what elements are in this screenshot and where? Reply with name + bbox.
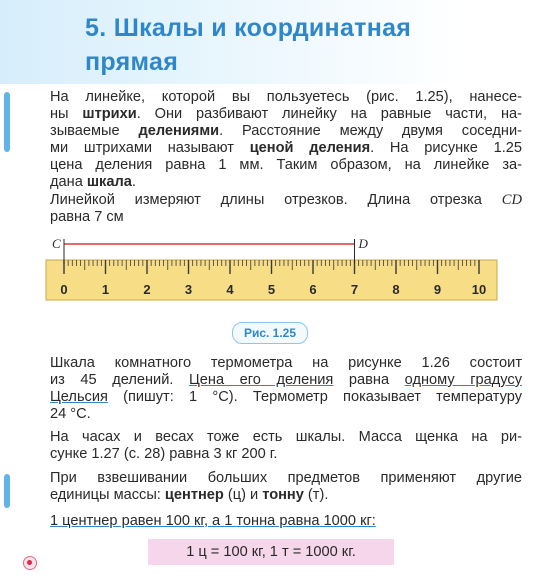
text-run: Шкала комнатного термометра на рисунке 1.26 состоит xyxy=(50,355,522,371)
text-run: равна xyxy=(333,372,405,388)
text-line xyxy=(50,389,522,406)
rule-statement xyxy=(50,513,376,529)
section-title-line1 xyxy=(85,14,411,43)
text-run: 24 °С. xyxy=(50,406,91,422)
paragraph-mass-units xyxy=(50,470,522,504)
figure-caption: Рис. 1.25 xyxy=(232,322,308,344)
ruler-tick-label: 10 xyxy=(471,282,487,297)
text-line xyxy=(50,429,522,446)
text-line xyxy=(50,123,522,140)
text-run: ми штрихами называют xyxy=(50,140,250,156)
ruler-tick-label: 4 xyxy=(226,282,234,297)
text-line xyxy=(50,192,522,209)
text-line xyxy=(50,446,522,463)
paragraph-segment-length xyxy=(50,192,522,226)
margin-bar xyxy=(4,474,10,508)
point-label-c: C xyxy=(52,236,61,251)
ruler-tick-label: 7 xyxy=(350,282,359,297)
text-run: При взвешивании больших предметов применяют другие xyxy=(50,470,522,486)
text-run: цена деления равна 1 мм. Таким образом, на линейке за- xyxy=(50,157,522,173)
section-number: 5. xyxy=(85,14,107,42)
section-title: Шкалы и координатная xyxy=(113,14,412,42)
text-run: На линейке, которой вы пользуетесь (рис. 1.25), нанесе- xyxy=(50,89,522,105)
rule-formula: 1 ц = 100 кг, 1 т = 1000 кг. xyxy=(148,539,394,565)
text-run: из 45 делений. xyxy=(50,372,189,388)
text-run: . xyxy=(131,174,136,190)
paragraph-thermometer xyxy=(50,355,522,423)
text-line xyxy=(50,174,522,191)
ruler-figure xyxy=(44,230,504,320)
underlined-term: Цельсия xyxy=(50,389,108,405)
bold-term: ценой деления xyxy=(249,140,371,156)
ruler-tick-label: 9 xyxy=(433,282,442,297)
text-run: (ц) и xyxy=(223,487,263,503)
underlined-term: одному градусу xyxy=(404,372,523,388)
text-line xyxy=(50,209,522,226)
text-line xyxy=(50,355,522,372)
ruler-tick-label: 2 xyxy=(143,282,151,297)
ruler-tick-label: 0 xyxy=(60,282,68,297)
ruler-tick-label: 3 xyxy=(184,282,193,297)
text-run: зываемые xyxy=(50,123,139,139)
bold-term: тонну xyxy=(262,487,304,503)
margin-bar xyxy=(4,92,10,152)
italic-term: CD xyxy=(501,192,522,208)
ruler-tick-label: 5 xyxy=(267,282,276,297)
ruler-tick-label: 1 xyxy=(101,282,110,297)
text-run: (т). xyxy=(303,487,329,503)
text-run: На часах и весах тоже есть шкалы. Масса щенка на ри- xyxy=(50,429,522,445)
bold-term: штрихи xyxy=(82,106,137,122)
text-line xyxy=(50,140,522,157)
bold-term: центнер xyxy=(164,487,224,503)
text-line xyxy=(50,89,522,106)
text-line xyxy=(50,470,522,487)
bold-term: шкала xyxy=(86,174,132,190)
ruler-svg xyxy=(44,230,504,320)
text-run: единицы массы: xyxy=(50,487,165,503)
text-run: (пишут: 1 °С). Термометр показывает температуру xyxy=(107,389,522,405)
point-label-d: D xyxy=(358,236,368,251)
text-line xyxy=(50,406,522,423)
text-line xyxy=(50,106,522,123)
ruler-tick-label: 6 xyxy=(309,282,317,297)
text-run: Линейкой измеряют длины отрезков. Длина отрезка xyxy=(50,192,502,208)
ruler-tick-label: 8 xyxy=(392,282,400,297)
bold-term: делениями xyxy=(138,123,220,139)
rule-text: 1 центнер равен 100 кг, а 1 тонна равна 1000 кг: xyxy=(50,513,376,529)
text-run: ны xyxy=(50,106,83,122)
text-run: сунке 1.27 (с. 28) равна 3 кг 200 г. xyxy=(50,446,278,462)
text-run: . Они разбивают линейку на равные части, на- xyxy=(136,106,522,122)
text-run: дана xyxy=(50,174,87,190)
section-heading xyxy=(0,0,542,84)
text-line xyxy=(50,372,522,389)
text-line xyxy=(50,487,522,504)
paragraph-scale-definition xyxy=(50,89,522,191)
text-run: . Расстояние между двумя соседни- xyxy=(219,123,522,139)
text-run: равна 7 см xyxy=(50,209,124,225)
paragraph-clock-scales xyxy=(50,429,522,463)
underlined-term: Цена его деления xyxy=(188,372,334,388)
text-line xyxy=(50,157,522,174)
text-run: . На рисунке 1.25 xyxy=(370,140,522,156)
section-title-line2: прямая xyxy=(85,48,179,76)
bullet-marker-icon xyxy=(23,556,37,570)
